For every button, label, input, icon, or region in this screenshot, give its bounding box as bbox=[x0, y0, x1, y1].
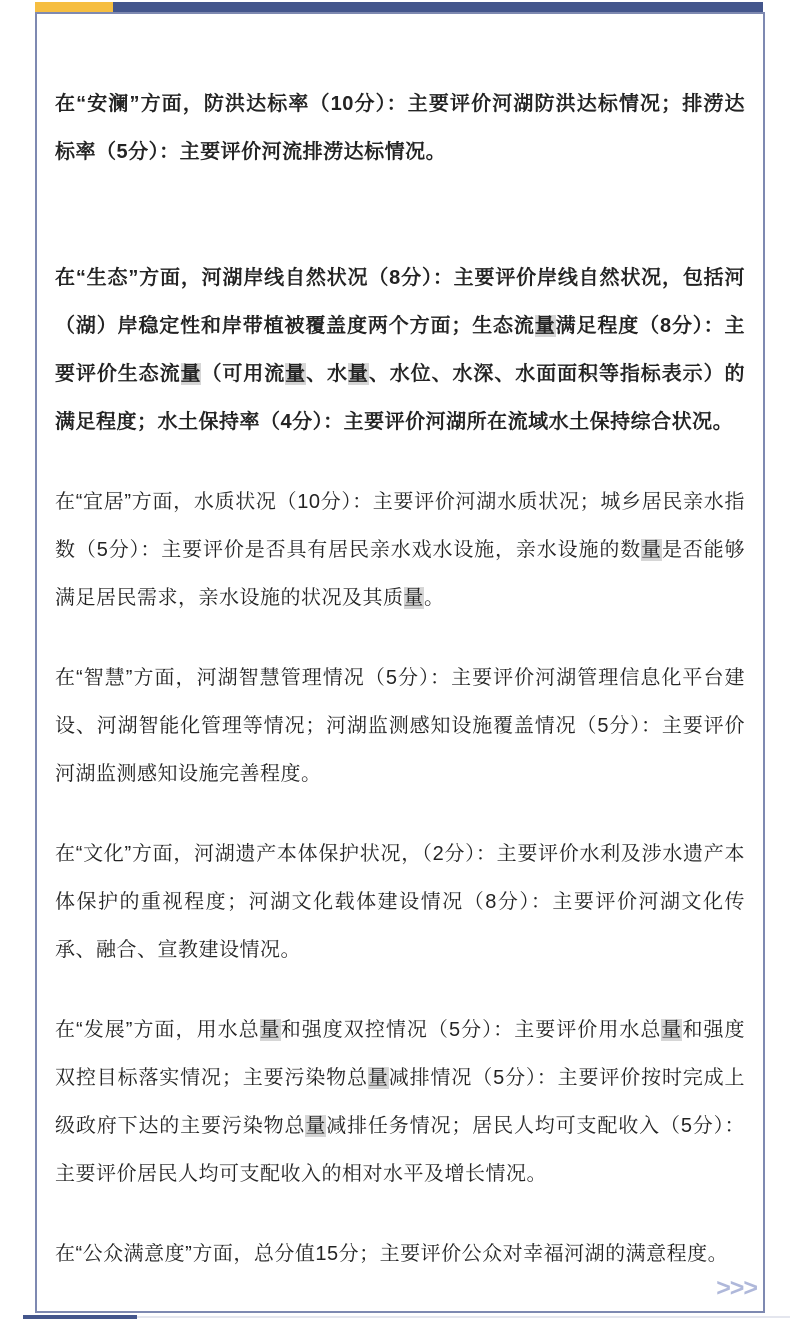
top-title-bar bbox=[113, 2, 763, 12]
body-paragraph-fazhan: 在“发展”方面，用水总量和强度双控情况（5分）：主要评价用水总量和强度双控目标落实情况；主要污染物总量减排情况（5分）：主要评价按时完成上级政府下达的主要污染物总量减排任务情况；居民人均可支配收入（5分）：主要评价居民人均可支配收入的相对水平及增长情况。 bbox=[55, 1019, 746, 1185]
body-paragraph-shengtai: 在“生态”方面，河湖岸线自然状况（8分）：主要评价岸线自然状况，包括河（湖）岸稳定性和岸带植被覆盖度两个方面；生态流量满足程度（8分）：主要评价生态流量（可用流量、水量、水位、水深、水面面积等指标表示）的满足程度；水土保持率（4分）：主要评价河湖所在流域水土保持综合状况。 bbox=[55, 267, 746, 433]
article-frame bbox=[35, 12, 765, 1313]
body-paragraph-gongzhong: 在“公众满意度”方面，总分值15分；主要评价公众对幸福河湖的满意程度。 bbox=[55, 1243, 729, 1265]
body-paragraph-wenhua: 在“文化”方面，河湖遗产本体保护状况，（2分）：主要评价水利及涉水遗产本体保护的重视程度；河湖文化载体建设情况（8分）：主要评价河湖文化传承、融合、宣教建设情况。 bbox=[55, 843, 745, 961]
more-chevrons-icon: >>> bbox=[716, 1274, 757, 1302]
top-accent-bar bbox=[35, 2, 113, 12]
body-paragraph-zhihui: 在“智慧”方面，河湖智慧管理情况（5分）：主要评价河湖管理信息化平台建设、河湖智能化管理等情况；河湖监测感知设施覆盖情况（5分）：主要评价河湖监测感知设施完善程度。 bbox=[55, 667, 745, 785]
body-paragraph-yiju: 在“宜居”方面，水质状况（10分）：主要评价河湖水质状况；城乡居民亲水指数（5分）：主要评价是否具有居民亲水戏水设施，亲水设施的数量是否能够满足居民需求，亲水设施的状况及其质量。 bbox=[55, 491, 746, 609]
bottom-navy-bar bbox=[23, 1315, 137, 1319]
body-paragraph-anlan: 在“安澜”方面，防洪达标率（10分）：主要评价河湖防洪达标情况；排涝达标率（5分）：主要评价河流排涝达标情况。 bbox=[55, 93, 745, 163]
bottom-divider-line bbox=[137, 1316, 790, 1318]
